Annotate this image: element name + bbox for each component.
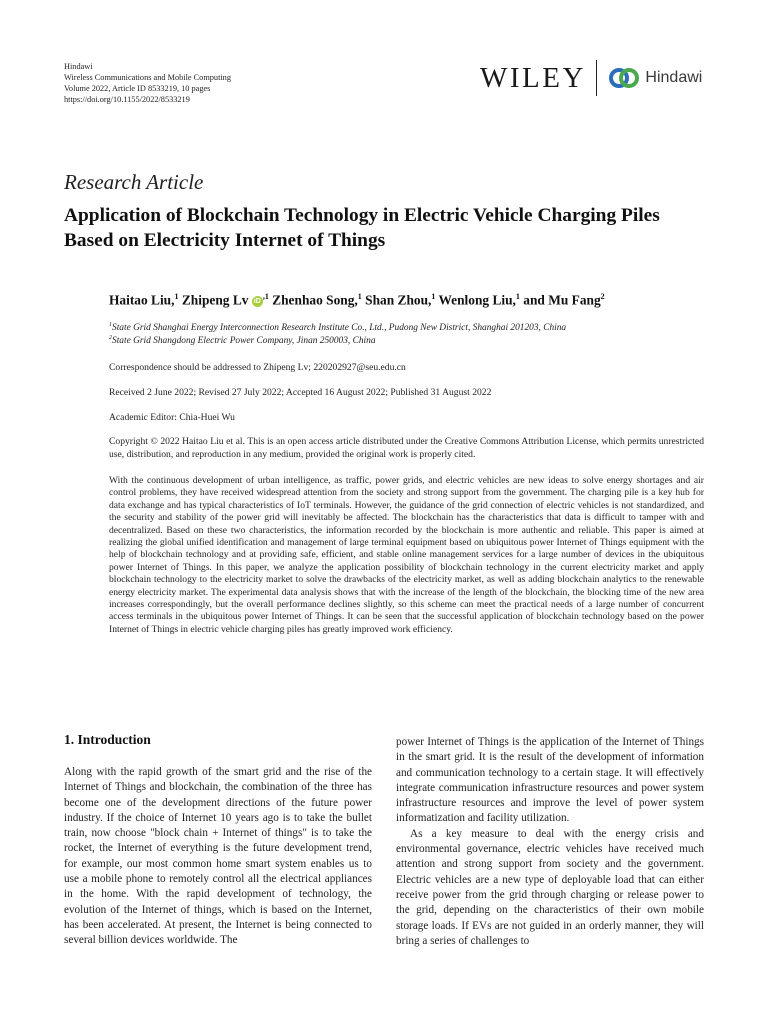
affiliation: [109, 322, 566, 333]
correspondence: Correspondence should be addressed to Zhipeng Lv; 220202927@seu.edu.cn: [109, 362, 406, 373]
author-name[interactable]: and Mu Fang: [523, 292, 601, 308]
affiliation-mark: 2: [109, 335, 112, 341]
affiliation-text: State Grid Shanghai Energy Interconnection Research Institute Co., Ltd., Pudong New District, Shanghai 201203, China: [112, 323, 567, 334]
author-affiliation-mark: 1: [174, 292, 179, 301]
journal-header: [64, 61, 231, 105]
author-list: [109, 292, 605, 308]
author-affiliation-mark: 1: [431, 292, 436, 301]
author-name[interactable]: Zhipeng Lv: [181, 292, 249, 308]
affiliation-mark: 1: [109, 322, 112, 328]
author-affiliation-mark: 1: [515, 292, 520, 301]
article-title: Application of Blockchain Technology in Electric Vehicle Charging Piles Based on Electricity Internet of Things: [64, 205, 660, 251]
author-affiliation-mark: 1: [357, 292, 362, 301]
publication-dates: Received 2 June 2022; Revised 27 July 2022; Accepted 16 August 2022; Published 31 August 2022: [109, 387, 492, 398]
hindawi-rings-icon: [608, 67, 640, 89]
logo-divider: [596, 60, 598, 96]
section-heading: 1. Introduction: [64, 732, 151, 747]
publisher-name: Hindawi: [64, 62, 93, 71]
publisher-branding: [480, 60, 702, 96]
body-paragraph: As a key measure to deal with the energy crisis and environmental governance, electric vehicles have received much attention and strong support from society and the government. Electric vehicles are a new type of deployable load that can either receive power from the grid through charging or release power to the grid, depending on the characteristics of their own mobile storage loads. If EVs are not guided in an orderly manner, they will bring a series of challenges to: [396, 827, 704, 947]
journal-name: Wireless Communications and Mobile Computing: [64, 73, 231, 82]
affiliation: [109, 335, 376, 346]
body-paragraph: Along with the rapid growth of the smart grid and the rise of the Internet of Things and blockchain, the combination of the three has become one of the development directions of the future power industry. If the choice of Internet 10 years ago is to take the bullet train, now choose "block chain + Internet of things" is to take the rocket, the Internet of everything is the future development trend, for example, our most common home smart system enables us to use a mobile phone to remotely control all the electrical appliances in the home. With the rapid development of technology, the evolution of the Internet of things, which is based on the Internet, has been accelerated. At present, the Internet is being connected to several billion devices worldwide. The: [64, 766, 372, 947]
hindawi-wordmark: Hindawi: [645, 69, 703, 86]
body-paragraph: power Internet of Things is the application of the Internet of Things in the smart grid. It is the result of the development of information and communication technology to a certain stage. It will effectively integrate communication infrastructure resources and power system infrastructure resources and improve the level of power system informatization and facility utilization.: [396, 736, 704, 825]
academic-editor: Academic Editor: Chia-Huei Wu: [109, 412, 235, 423]
left-column: [64, 765, 372, 949]
affiliation-text: State Grid Shangdong Electric Power Company, Jinan 250003, China: [112, 336, 376, 347]
hindawi-logo: [608, 67, 702, 89]
author-name[interactable]: Wenlong Liu,: [438, 292, 516, 308]
abstract: With the continuous development of urban intelligence, as traffic, power grids, and electric vehicles are new ideas to solve energy shortages and air control problems, they have received widespread attention from the society and strong support from the government. The charging pile is a key hub for data exchange and has typical characteristics of IoT terminals. However, the guidance of the grid connection of electric vehicles is not standardized, and the security and stability of the power grid will inevitably be affected. The blockchain has the characteristics that data is difficult to tamper with and decentralized. Based on these two characteristics, the information recorded by the blockchain is more authentic and reliable. This paper is aimed at realizing the global unified identification and management of large terminal equipment based on ubiquitous power Internet of Things equipment with the help of blockchain technology and at providing safe, efficient, and stable online management services for a large number of devices in the ubiquitous power Internet of Things. In this paper, we analyze the application possibility of blockchain technology in the current electricity market and apply blockchain technology to the electricity market to solve the drawbacks of the electricity market, as well as adding blockchain analytics to the renewable energy electricity market. The experimental data analysis shows that with the increase of the length of the blockchain, the blocking time of the new area increases correspondingly, but the overall performance declines slightly, so this scheme can meet the practical needs of a large number of concurrent access terminals in the ubiquitous power Internet of Things. It can be seen that the successful application of blockchain technology based on the power Internet of Things in electric vehicle charging piles has greatly improved work efficiency.: [109, 475, 704, 635]
copyright-notice: Copyright © 2022 Haitao Liu et al. This is an open access article distributed under the Creative Commons Attribution License, which permits unrestricted use, distribution, and reproduction in any medium, provided the original work is properly cited.: [109, 436, 704, 460]
author-name[interactable]: Zhenhao Song,: [272, 292, 358, 308]
doi-link[interactable]: https://doi.org/10.1155/2022/8533219: [64, 95, 190, 104]
author-name[interactable]: Haitao Liu,: [109, 292, 175, 308]
right-column: [396, 735, 704, 949]
volume-line: Volume 2022, Article ID 8533219, 10 pages: [64, 84, 211, 93]
wiley-logo: WILEY: [480, 61, 586, 94]
orcid-icon[interactable]: iD: [253, 298, 261, 306]
author-name[interactable]: Shan Zhou,: [365, 292, 432, 308]
article-type: Research Article: [64, 170, 204, 194]
author-affiliation-mark: ,1: [262, 292, 269, 301]
author-affiliation-mark: 2: [600, 292, 605, 301]
